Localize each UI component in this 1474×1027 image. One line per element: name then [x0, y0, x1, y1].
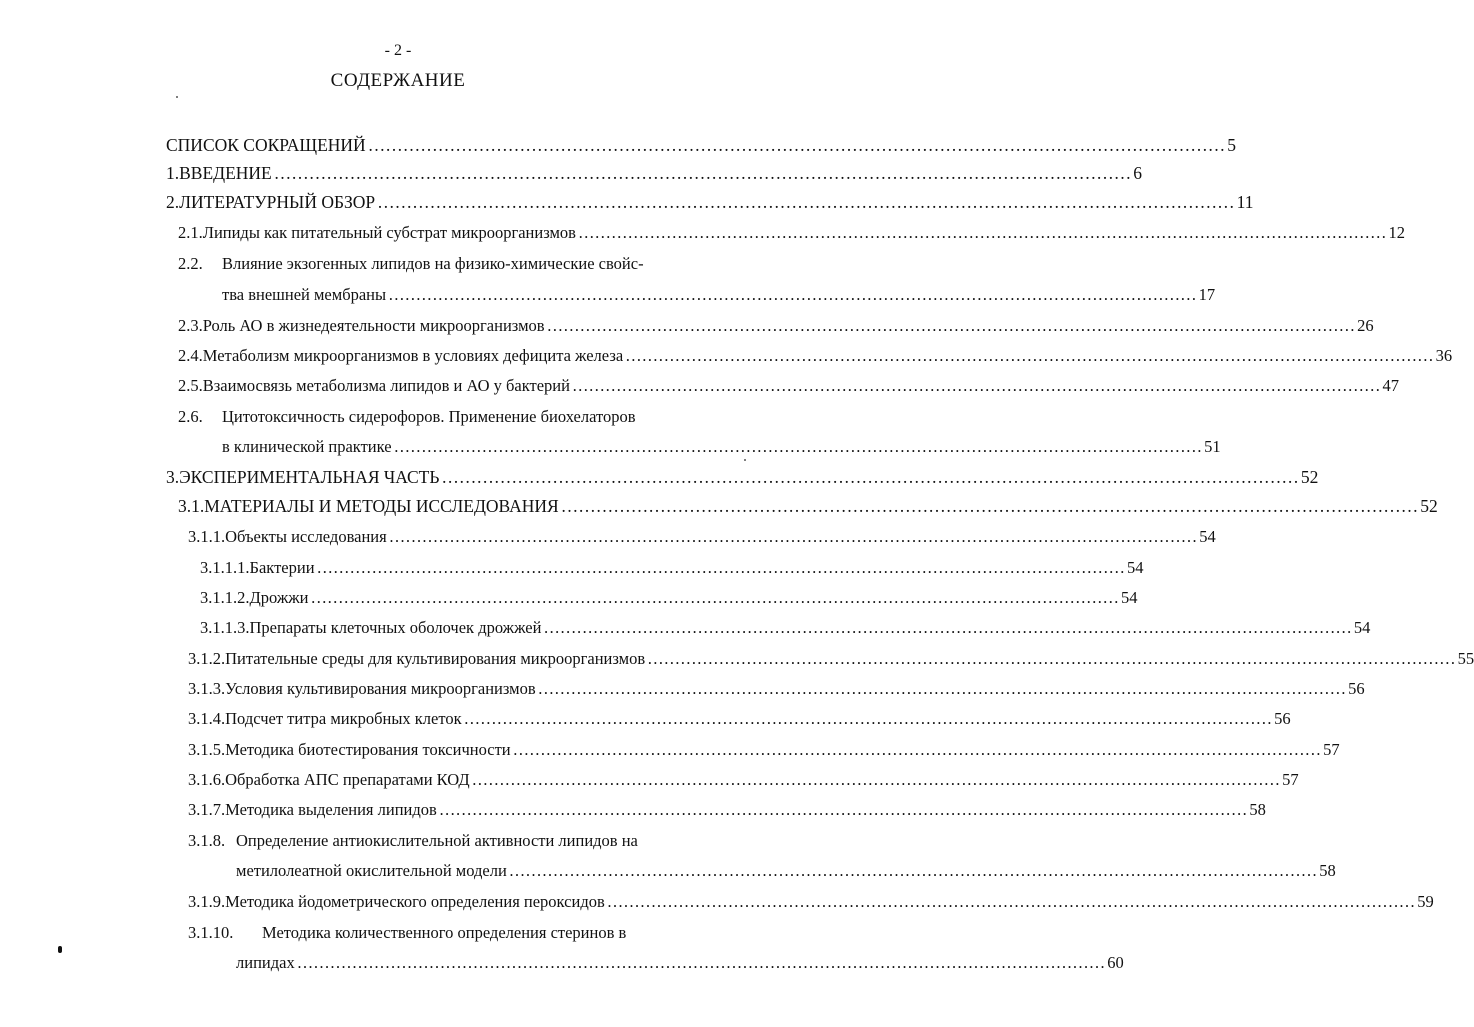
toc-entry-page: 26 [1357, 316, 1374, 335]
leader-dots [647, 648, 1456, 670]
toc-entry-text: Метаболизм микроорганизмов в условиях дефицита железа [202, 346, 624, 365]
toc-entry-first-line[interactable] [188, 830, 638, 852]
toc-entry[interactable] [188, 708, 1291, 730]
leader-dots [368, 134, 1226, 156]
toc-entry-page: 52 [1420, 496, 1438, 516]
leader-dots [561, 495, 1419, 517]
toc-entry-text: СПИСОК СОКРАЩЕНИЙ [166, 135, 366, 155]
toc-entry-text: Препараты клеточных оболочек дрожжей [249, 618, 542, 637]
toc-entry-number: 2. [166, 192, 180, 212]
toc-entry-number: 3.1.5. [188, 740, 226, 759]
toc-entry-page: 58 [1249, 800, 1266, 819]
toc-entry-number: 3.1.8. [188, 831, 226, 850]
toc-entry-text: ВВЕДЕНИЕ [179, 163, 272, 183]
toc-entry-page: 51 [1204, 437, 1221, 456]
toc-entry-first-line[interactable] [178, 253, 644, 275]
toc-entry-number: 2.3. [178, 316, 203, 335]
toc-entry-text: Питательные среды для культивирования микроорганизмов [225, 649, 646, 668]
toc-entry-page: 57 [1323, 740, 1340, 759]
toc-entry-text: Роль АО в жизнедеятельности микроорганизмов [202, 316, 545, 335]
toc-entry-number: 3.1.4. [188, 709, 226, 728]
leader-dots [310, 587, 1119, 609]
leader-dots [394, 436, 1203, 458]
toc-entry-text: Методика йодометрического определения пероксидов [225, 892, 605, 911]
scan-speck [58, 946, 62, 953]
toc-entry-page: 56 [1348, 679, 1365, 698]
page-number: - 2 - [384, 42, 412, 59]
toc-entry-number: 3.1.7. [188, 800, 226, 819]
toc-entry[interactable] [222, 436, 1221, 458]
toc-entry-page: 55 [1457, 649, 1474, 668]
toc-entry-page: 12 [1388, 223, 1405, 242]
toc-entry-page: 56 [1274, 709, 1291, 728]
toc-entry[interactable] [188, 648, 1474, 670]
toc-entry-number: 2.1. [178, 223, 203, 242]
toc-entry-page: 5 [1227, 135, 1236, 155]
toc-entry-text-continued: тва внешней мембраны [222, 285, 387, 304]
toc-entry[interactable] [188, 678, 1365, 700]
toc-entry[interactable] [200, 557, 1144, 579]
toc-entry-page: 60 [1107, 953, 1124, 972]
leader-dots [317, 557, 1126, 579]
toc-entry-number: 1. [166, 163, 180, 183]
toc-entry-text: Бактерии [249, 558, 315, 577]
toc-entry-number: 3. [166, 467, 180, 487]
toc-entry-page: 36 [1435, 346, 1453, 365]
toc-entry-text: Взаимосвязь метаболизма липидов и АО у бактерий [202, 376, 570, 395]
toc-entry-text: Цитотоксичность сидерофоров. Применение биохелаторов [222, 407, 636, 426]
toc-entry-text-continued: липидах [236, 953, 295, 972]
toc-entry-first-line[interactable] [178, 406, 636, 428]
toc-entry-number: 3.1.10. [188, 923, 234, 942]
leader-dots [543, 617, 1352, 639]
toc-entry[interactable] [188, 526, 1216, 548]
toc-entry-page: 6 [1133, 163, 1143, 183]
toc-entry-page: 59 [1417, 892, 1434, 911]
toc-entry[interactable] [188, 799, 1266, 821]
toc-entry-page: 52 [1300, 467, 1319, 487]
toc-entry[interactable] [188, 769, 1299, 791]
toc-entry[interactable] [200, 617, 1371, 639]
toc-entry[interactable] [178, 315, 1374, 337]
toc-entry-page: 11 [1236, 192, 1254, 212]
toc-entry-first-line[interactable] [188, 922, 626, 944]
leader-dots [578, 222, 1387, 244]
leader-dots [274, 162, 1132, 184]
toc-entry[interactable] [188, 891, 1434, 913]
toc-entry-text: МАТЕРИАЛЫ И МЕТОДЫ ИССЛЕДОВАНИЯ [204, 496, 559, 516]
toc-entry[interactable] [200, 587, 1138, 609]
toc-entry-text: Обработка АПС препаратами КОД [225, 770, 470, 789]
toc-entry-page: 57 [1282, 770, 1299, 789]
toc-entry[interactable] [178, 222, 1405, 244]
leader-dots [441, 466, 1299, 488]
leader-dots [572, 375, 1381, 397]
toc-entry-text-continued: в клинической практике [222, 437, 392, 456]
toc-entry-number: 3.1.2. [188, 649, 226, 668]
scan-dot [744, 459, 746, 461]
leader-dots [297, 952, 1106, 974]
toc-entry[interactable] [236, 952, 1124, 974]
toc-entry-text: Методика выделения липидов [225, 800, 437, 819]
leader-dots [464, 708, 1273, 730]
leader-dots [509, 860, 1318, 882]
toc-entry-text: Методика количественного определения стеринов в [262, 923, 627, 942]
toc-entry[interactable] [188, 739, 1340, 761]
toc-entry-number: 2.5. [178, 376, 203, 395]
toc-entry-text: Влияние экзогенных липидов на физико-химические свойс- [222, 254, 644, 273]
toc-entry-text: ЭКСПЕРИМЕНТАЛЬНАЯ ЧАСТЬ [179, 467, 440, 487]
toc-entry[interactable] [166, 134, 1236, 156]
toc-entry-text: Подсчет титра микробных клеток [225, 709, 462, 728]
toc-entry-page: 47 [1382, 376, 1399, 395]
toc-entry[interactable] [166, 191, 1254, 213]
toc-entry-text: Условия культивирования микроорганизмов [225, 679, 536, 698]
toc-entry-number: 2.6. [178, 407, 203, 426]
toc-entry-number: 3.1.1.3. [200, 618, 250, 637]
leader-dots [513, 739, 1322, 761]
toc-entry-text: Липиды как питательный субстрат микроорганизмов [202, 223, 576, 242]
leader-dots [439, 799, 1248, 821]
toc-entry-number: 3.1.3. [188, 679, 226, 698]
leader-dots [607, 891, 1416, 913]
toc-entry-page: 54 [1127, 558, 1144, 577]
toc-entry-text: Объекты исследования [225, 527, 387, 546]
toc-entry-number: 3.1.1. [188, 527, 226, 546]
toc-entry[interactable] [236, 860, 1336, 882]
toc-entry-page: 54 [1353, 618, 1371, 637]
toc-entry-page: 17 [1198, 285, 1216, 304]
toc-entry-page: 58 [1319, 861, 1336, 880]
toc-entry-text: Методика биотестирования токсичности [225, 740, 511, 759]
toc-entry-number: 3.1.9. [188, 892, 226, 911]
toc-entry[interactable] [166, 162, 1143, 184]
leader-dots [388, 284, 1197, 306]
leader-dots [472, 769, 1281, 791]
scan-dot [176, 96, 178, 98]
toc-entry[interactable] [178, 495, 1438, 517]
toc-entry-text: Дрожжи [249, 588, 309, 607]
toc-entry-number: 3.1.6. [188, 770, 226, 789]
leader-dots [377, 191, 1235, 213]
leader-dots [389, 526, 1198, 548]
toc-entry-number: 3.1.1.1. [200, 558, 250, 577]
leader-dots [538, 678, 1347, 700]
toc-entry-page: 54 [1120, 588, 1138, 607]
toc-entry[interactable] [178, 345, 1453, 367]
toc-entry-number: 3.1.1.2. [200, 588, 250, 607]
toc-entry-text-continued: метилолеатной окислительной модели [236, 861, 507, 880]
toc-entry[interactable] [222, 284, 1216, 306]
page-title: СОДЕРЖАНИЕ [330, 70, 466, 91]
toc-entry-page: 54 [1199, 527, 1216, 546]
toc-entry-number: 3.1. [178, 496, 205, 516]
leader-dots [625, 345, 1434, 367]
toc-entry-text: ЛИТЕРАТУРНЫЙ ОБЗОР [179, 192, 376, 212]
toc-entry[interactable] [178, 375, 1399, 397]
leader-dots [547, 315, 1356, 337]
toc-entry-text: Определение антиокислительной активности липидов на [236, 831, 638, 850]
toc-entry-number: 2.2. [178, 254, 203, 273]
toc-entry-number: 2.4. [178, 346, 203, 365]
toc-entry[interactable] [166, 466, 1319, 488]
